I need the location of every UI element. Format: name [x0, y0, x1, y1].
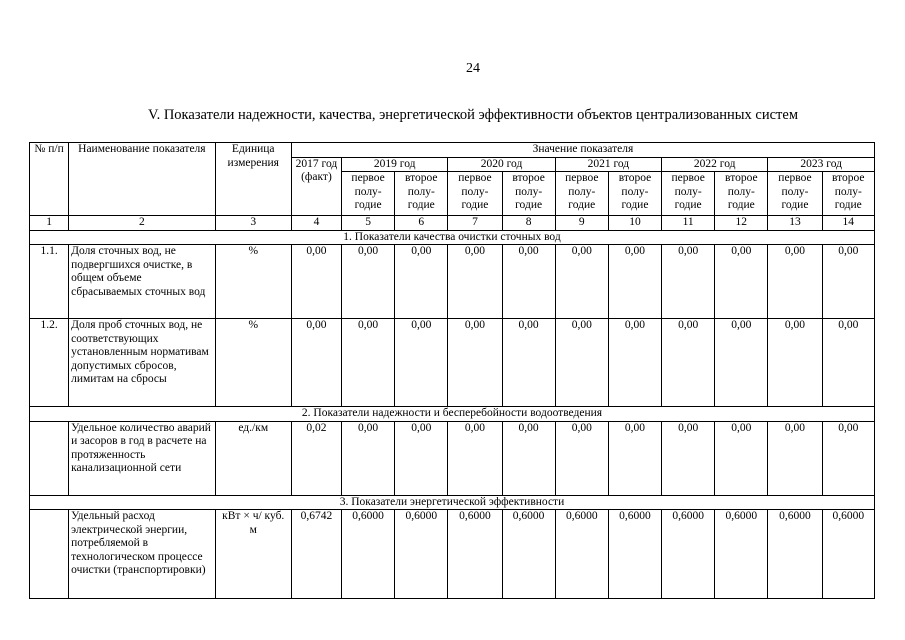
value-cell: 0,00: [555, 245, 608, 319]
value-cell: 0,02: [291, 421, 341, 495]
indicator-name: Доля сточных вод, не подвергшихся очистке, в общем объеме сбрасываемых сточных вод: [69, 245, 215, 319]
header-half-first: первое полу-годие: [448, 172, 502, 216]
header-half-second: второе полу-годие: [395, 172, 448, 216]
column-number: 14: [822, 216, 874, 231]
column-number: 3: [215, 216, 291, 231]
value-cell: 0,00: [291, 245, 341, 319]
indicator-name: Удельный расход электрической энергии, потребляемой в технологическом процессе очистки (транспортировки): [69, 510, 215, 599]
value-cell: 0,00: [342, 421, 395, 495]
header-half-first: первое полу-годие: [555, 172, 608, 216]
header-value: Значение показателя: [291, 143, 874, 158]
value-cell: 0,6000: [662, 510, 715, 599]
header-half-second: второе полу-годие: [608, 172, 661, 216]
header-year-2021: 2021 год: [555, 157, 661, 172]
value-cell: 0,00: [342, 245, 395, 319]
header-half-second: второе полу-годие: [715, 172, 768, 216]
row-number: 1.1.: [30, 245, 69, 319]
indicator-name: Удельное количество аварий и засоров в год в расчете на протяженность канализационной сети: [69, 421, 215, 495]
column-number: 12: [715, 216, 768, 231]
value-cell: 0,00: [662, 245, 715, 319]
value-cell: 0,00: [342, 319, 395, 407]
row-number: 1.2.: [30, 319, 69, 407]
value-cell: 0,00: [608, 245, 661, 319]
section-header: 1. Показатели качества очистки сточных вод: [30, 230, 875, 245]
value-cell: 0,6742: [291, 510, 341, 599]
column-number: 7: [448, 216, 502, 231]
value-cell: 0,00: [448, 319, 502, 407]
value-cell: 0,00: [822, 245, 874, 319]
column-number: 10: [608, 216, 661, 231]
value-cell: 0,6000: [502, 510, 555, 599]
column-number: 9: [555, 216, 608, 231]
header-name: Наименование показателя: [69, 143, 215, 216]
value-cell: 0,6000: [822, 510, 874, 599]
value-cell: 0,00: [715, 245, 768, 319]
value-cell: 0,00: [608, 319, 661, 407]
header-unit: Единица измерения: [215, 143, 291, 216]
section-title: V. Показатели надежности, качества, энергетической эффективности объектов централизованных систем: [147, 107, 798, 123]
value-cell: 0,00: [395, 421, 448, 495]
indicator-unit: ед./км: [215, 421, 291, 495]
page-number: 24: [466, 61, 480, 76]
value-cell: 0,00: [291, 319, 341, 407]
column-number: 4: [291, 216, 341, 231]
value-cell: 0,00: [662, 421, 715, 495]
value-cell: 0,00: [822, 319, 874, 407]
column-number: 5: [342, 216, 395, 231]
header-year-2023: 2023 год: [768, 157, 875, 172]
header-half-second: второе полу-годие: [822, 172, 874, 216]
indicators-table: [29, 142, 875, 599]
column-number: 1: [30, 216, 69, 231]
value-cell: 0,00: [448, 245, 502, 319]
value-cell: 0,00: [822, 421, 874, 495]
header-year-2017: 2017 год (факт): [291, 157, 341, 216]
value-cell: 0,00: [502, 421, 555, 495]
header-num: № п/п: [30, 143, 69, 216]
column-number: 13: [768, 216, 822, 231]
value-cell: 0,6000: [555, 510, 608, 599]
header-half-second: второе полу-годие: [502, 172, 555, 216]
value-cell: 0,00: [662, 319, 715, 407]
header-year-2019: 2019 год: [342, 157, 448, 172]
value-cell: 0,00: [715, 319, 768, 407]
value-cell: 0,00: [768, 245, 822, 319]
value-cell: 0,6000: [342, 510, 395, 599]
header-half-first: первое полу-годие: [662, 172, 715, 216]
value-cell: 0,00: [715, 421, 768, 495]
indicator-unit: кВт × ч/ куб. м: [215, 510, 291, 599]
indicator-name: Доля проб сточных вод, не соответствующих установленным нормативам допустимых сбросов, лимитам на сбросы: [69, 319, 215, 407]
indicator-unit: %: [215, 319, 291, 407]
value-cell: 0,00: [502, 245, 555, 319]
value-cell: 0,00: [448, 421, 502, 495]
column-number: 6: [395, 216, 448, 231]
value-cell: 0,00: [555, 421, 608, 495]
indicator-unit: %: [215, 245, 291, 319]
value-cell: 0,6000: [608, 510, 661, 599]
column-number: 2: [69, 216, 215, 231]
section-header: 3. Показатели энергетической эффективности: [30, 495, 875, 510]
value-cell: 0,00: [768, 421, 822, 495]
value-cell: 0,6000: [715, 510, 768, 599]
value-cell: 0,6000: [395, 510, 448, 599]
header-year-2020: 2020 год: [448, 157, 555, 172]
value-cell: 0,00: [395, 319, 448, 407]
value-cell: 0,00: [768, 319, 822, 407]
value-cell: 0,6000: [768, 510, 822, 599]
header-half-first: первое полу-годие: [342, 172, 395, 216]
value-cell: 0,00: [608, 421, 661, 495]
row-number: [30, 510, 69, 599]
row-number: [30, 421, 69, 495]
column-number: 11: [662, 216, 715, 231]
value-cell: 0,00: [555, 319, 608, 407]
header-half-first: первое полу-годие: [768, 172, 822, 216]
section-header: 2. Показатели надежности и бесперебойности водоотведения: [30, 407, 875, 422]
column-number: 8: [502, 216, 555, 231]
value-cell: 0,6000: [448, 510, 502, 599]
value-cell: 0,00: [502, 319, 555, 407]
value-cell: 0,00: [395, 245, 448, 319]
header-year-2022: 2022 год: [662, 157, 768, 172]
